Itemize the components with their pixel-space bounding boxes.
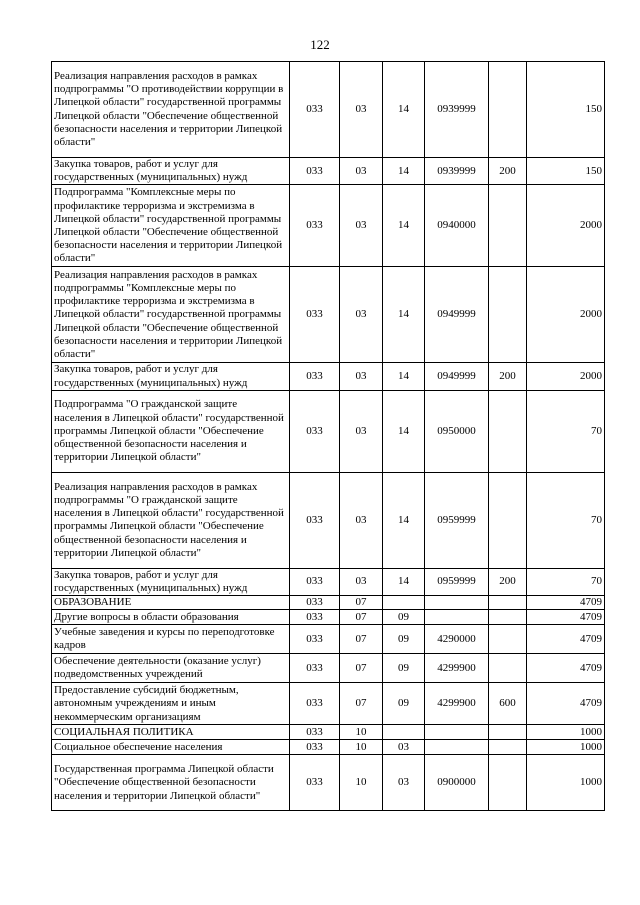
row-section-code: 03: [340, 363, 383, 390]
table-row: [52, 725, 605, 740]
row-section-code: 03: [340, 158, 383, 185]
row-target-article: 0959999: [425, 472, 489, 568]
row-subsection-code: 14: [383, 472, 425, 568]
row-expense-type: 600: [489, 683, 527, 725]
row-expense-type: [489, 62, 527, 158]
row-amount: 70: [527, 472, 605, 568]
row-amount: 4709: [527, 610, 605, 625]
table-row: [52, 625, 605, 654]
budget-table: [51, 61, 605, 811]
row-name: Социальное обеспечение населения: [52, 740, 290, 755]
row-target-article: 4290000: [425, 625, 489, 654]
row-target-article: 0950000: [425, 390, 489, 472]
row-target-article: 4299900: [425, 683, 489, 725]
table-row: [52, 654, 605, 683]
row-name: Реализация направления расходов в рамках подпрограммы "Комплексные меры по профилактике терроризма и экстремизма в Липецкой области" государственной программы Липецкой области "Обеспечение общественной безопасности населения и территории Липецкой области": [52, 267, 290, 363]
row-section-code: 10: [340, 740, 383, 755]
row-amount: 1000: [527, 755, 605, 811]
table-row: [52, 62, 605, 158]
row-amount: 2000: [527, 185, 605, 267]
table-row: [52, 267, 605, 363]
row-section-code: 03: [340, 267, 383, 363]
row-amount: 4709: [527, 625, 605, 654]
row-name: Реализация направления расходов в рамках подпрограммы "О противодействии коррупции в Липецкой области" государственной программы Липецкой области "Обеспечение общественной безопасности населения и территории Липецкой области": [52, 62, 290, 158]
row-expense-type: [489, 596, 527, 610]
row-subsection-code: [383, 596, 425, 610]
row-ministry-code: 033: [290, 363, 340, 390]
row-name: Обеспечение деятельности (оказание услуг) подведомственных учреждений: [52, 654, 290, 683]
row-name: Предоставление субсидий бюджетным, автономным учреждениям и иным некоммерческим организациям: [52, 683, 290, 725]
table-row: [52, 683, 605, 725]
row-section-code: 03: [340, 185, 383, 267]
table-row: [52, 755, 605, 811]
row-expense-type: [489, 625, 527, 654]
row-subsection-code: 03: [383, 755, 425, 811]
row-amount: 1000: [527, 725, 605, 740]
row-section-code: 03: [340, 472, 383, 568]
row-target-article: 0900000: [425, 755, 489, 811]
row-name: Учебные заведения и курсы по переподготовке кадров: [52, 625, 290, 654]
table-row: [52, 568, 605, 595]
row-section-code: 03: [340, 568, 383, 595]
row-target-article: 0959999: [425, 568, 489, 595]
row-section-code: 07: [340, 654, 383, 683]
row-ministry-code: 033: [290, 625, 340, 654]
row-ministry-code: 033: [290, 390, 340, 472]
row-name: Закупка товаров, работ и услуг для государственных (муниципальных) нужд: [52, 568, 290, 595]
row-ministry-code: 033: [290, 185, 340, 267]
row-section-code: 07: [340, 610, 383, 625]
row-subsection-code: 14: [383, 62, 425, 158]
row-amount: 150: [527, 62, 605, 158]
table-row: [52, 185, 605, 267]
row-subsection-code: 09: [383, 654, 425, 683]
row-ministry-code: 033: [290, 654, 340, 683]
row-expense-type: 200: [489, 158, 527, 185]
row-section-code: 03: [340, 390, 383, 472]
row-subsection-code: 14: [383, 267, 425, 363]
row-amount: 1000: [527, 740, 605, 755]
row-target-article: 0949999: [425, 363, 489, 390]
table-row: [52, 158, 605, 185]
row-ministry-code: 033: [290, 740, 340, 755]
row-expense-type: 200: [489, 363, 527, 390]
row-expense-type: [489, 755, 527, 811]
row-target-article: 4299900: [425, 654, 489, 683]
row-expense-type: [489, 610, 527, 625]
row-name: СОЦИАЛЬНАЯ ПОЛИТИКА: [52, 725, 290, 740]
row-ministry-code: 033: [290, 725, 340, 740]
row-section-code: 07: [340, 596, 383, 610]
row-subsection-code: 14: [383, 568, 425, 595]
row-name: Подпрограмма "Комплексные меры по профилактике терроризма и экстремизма в Липецкой области" государственной программы Липецкой области "Обеспечение общественной безопасности населения и территории Липецкой области": [52, 185, 290, 267]
table-row: [52, 390, 605, 472]
row-section-code: 10: [340, 725, 383, 740]
row-ministry-code: 033: [290, 267, 340, 363]
row-subsection-code: 14: [383, 363, 425, 390]
row-subsection-code: 14: [383, 185, 425, 267]
row-subsection-code: [383, 725, 425, 740]
row-expense-type: [489, 267, 527, 363]
row-expense-type: [489, 654, 527, 683]
row-subsection-code: 14: [383, 390, 425, 472]
row-ministry-code: 033: [290, 755, 340, 811]
row-name: Другие вопросы в области образования: [52, 610, 290, 625]
table-row: [52, 472, 605, 568]
row-ministry-code: 033: [290, 472, 340, 568]
row-expense-type: [489, 185, 527, 267]
row-subsection-code: 09: [383, 683, 425, 725]
row-name: Закупка товаров, работ и услуг для государственных (муниципальных) нужд: [52, 158, 290, 185]
row-target-article: 0949999: [425, 267, 489, 363]
row-ministry-code: 033: [290, 158, 340, 185]
row-section-code: 07: [340, 683, 383, 725]
page-number: 122: [310, 37, 330, 52]
row-target-article: [425, 740, 489, 755]
table-row: [52, 596, 605, 610]
row-name: Государственная программа Липецкой области "Обеспечение общественной безопасности населения и территории Липецкой области": [52, 755, 290, 811]
row-name: Реализация направления расходов в рамках подпрограммы "О гражданской защите населения в Липецкой области" государственной программы Липецкой области "Обеспечение общественной безопасности населения и территории Липецкой области": [52, 472, 290, 568]
row-section-code: 10: [340, 755, 383, 811]
row-section-code: 03: [340, 62, 383, 158]
row-subsection-code: 09: [383, 610, 425, 625]
row-expense-type: [489, 725, 527, 740]
row-name: Закупка товаров, работ и услуг для государственных (муниципальных) нужд: [52, 363, 290, 390]
row-amount: 70: [527, 390, 605, 472]
row-ministry-code: 033: [290, 568, 340, 595]
row-ministry-code: 033: [290, 683, 340, 725]
row-target-article: 0939999: [425, 62, 489, 158]
row-amount: 2000: [527, 363, 605, 390]
row-amount: 150: [527, 158, 605, 185]
table-row: [52, 740, 605, 755]
row-expense-type: 200: [489, 568, 527, 595]
row-amount: 70: [527, 568, 605, 595]
row-expense-type: [489, 390, 527, 472]
row-subsection-code: 03: [383, 740, 425, 755]
row-target-article: [425, 725, 489, 740]
row-section-code: 07: [340, 625, 383, 654]
row-ministry-code: 033: [290, 596, 340, 610]
row-amount: 2000: [527, 267, 605, 363]
row-subsection-code: 09: [383, 625, 425, 654]
table-row: [52, 363, 605, 390]
row-target-article: [425, 596, 489, 610]
table-row: [52, 610, 605, 625]
row-target-article: [425, 610, 489, 625]
row-expense-type: [489, 472, 527, 568]
row-ministry-code: 033: [290, 610, 340, 625]
row-amount: 4709: [527, 596, 605, 610]
row-amount: 4709: [527, 683, 605, 725]
row-subsection-code: 14: [383, 158, 425, 185]
row-target-article: 0940000: [425, 185, 489, 267]
row-name: Подпрограмма "О гражданской защите населения в Липецкой области" государственной программы Липецкой области "Обеспечение общественной безопасности населения и территории Липецкой области": [52, 390, 290, 472]
row-name: ОБРАЗОВАНИЕ: [52, 596, 290, 610]
row-amount: 4709: [527, 654, 605, 683]
row-target-article: 0939999: [425, 158, 489, 185]
row-ministry-code: 033: [290, 62, 340, 158]
row-expense-type: [489, 740, 527, 755]
